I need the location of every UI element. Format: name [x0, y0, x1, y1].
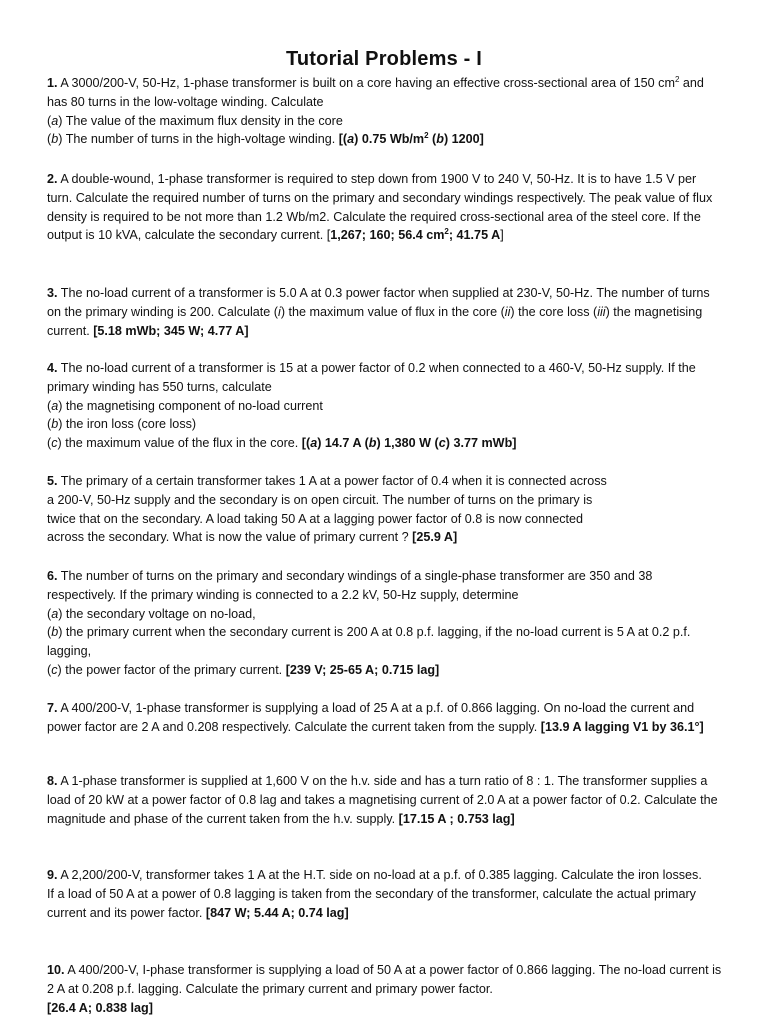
- problem-1-answer: [(a) 0.75 $Wb/m^2$ (b) 1200]: [338, 131, 484, 147]
- problem-5-line-2: a 200-V, 50-Hz supply and the secondary is on open circuit. The number of turns on the primary is: [47, 492, 593, 507]
- problem-3-statement: 3. The no-load current of a transformer is 5.0 A at 0.3 power factor when supplied at 230-V, 50-Hz. The number of turns on the primary winding is 200. Calculate (i) the maximum value of flux in the core (ii) the core loss (iii) the magnetising current. [5.18 mWb; 345 W; 4.77 A]: [47, 286, 710, 338]
- problem-2-statement: 2. A double-wound, 1-phase transformer is required to step down from 1900 V to 240 V, 50-Hz. It is to have 1.5 V per turn. Calculate the required number of turns on the primary and secondary windings respectively. The peak value of flux density is required to be not more than 1.2 Wb/m2. Calculate the required cross-sectional area of the steel core. If the output is 10 kVA, calculate the secondary current. [1,267; 160; 56.4 $cm^2$; 41.75 A]: [47, 172, 713, 243]
- problem-1-part-a: (a) The value of the maximum flux density in the core: [47, 113, 343, 128]
- problem-4-part-c: (c) the maximum value of the flux in the core. [(a) 14.7 A (b) 1,380 W (c) 3.77 mWb]: [47, 436, 517, 451]
- problem-6-part-b: (b) the primary current when the secondary current is 200 A at 0.8 p.f. lagging, if the no-load current is 5 A at 0.2 p.f. lagging,: [47, 625, 691, 659]
- problem-10-answer: [26.4 A; 0.838 lag]: [47, 1000, 153, 1015]
- problem-8-statement: 8. A 1-phase transformer is supplied at 1,600 V on the h.v. side and has a turn ratio of 8 : 1. The transformer supplies a load of 20 kW at a power factor of 0.8 lag and takes a magnetising current of 2.0 A at a power factor of 0.2. Calculate the magnitude and phase of the current taken from the h.v. supply. [17.15 A ; 0.753 lag]: [47, 774, 718, 826]
- problem-5-line-1: 5. The primary of a certain transformer takes 1 A at a power factor of 0.4 when it is connected across: [47, 474, 607, 488]
- problem-10-answer-line: [47, 999, 723, 1018]
- problem-7-statement: 7. A 400/200-V, 1-phase transformer is supplying a load of 25 A at a p.f. of 0.866 lagging. On no-load the current and power factor are 2 A and 0.208 respectively. Calculate the current taken from the supply. [13.9 A lagging V1 by 36.1°]: [47, 701, 704, 734]
- problem-8-answer: [17.15 A ; 0.753 lag]: [398, 811, 515, 826]
- problem-1: [47, 74, 723, 149]
- problem-3: [47, 284, 723, 340]
- problem-6-part-c: (c) the power factor of the primary current. [239 V; 25-65 A; 0.715 lag]: [47, 662, 440, 677]
- problem-5-line-4: across the secondary. What is now the value of primary current ? [25.9 A]: [47, 530, 458, 545]
- problem-10: [47, 961, 723, 1017]
- problem-1-statement: 1. A 3000/200-V, 50-Hz, 1-phase transformer is built on a core having an effective cross-sectional area of 150 $cm^2$ and has 80 turns in the low-voltage winding. Calculate: [47, 74, 704, 109]
- problem-1-part-b: (b) The number of turns in the high-voltage winding. [(a) 0.75 $Wb/m^2$ (b) 1200]: [47, 131, 484, 147]
- problem-number: 1.: [47, 76, 58, 90]
- problem-6: [47, 567, 723, 680]
- problem-5-line-3: twice that on the secondary. A load taking 50 A at a lagging power factor of 0.8 is now connected: [47, 511, 584, 526]
- problem-6-statement: 6. The number of turns on the primary and secondary windings of a single-phase transformer are 350 and 38 respectively. If the primary winding is connected to a 2.2 kV, 50-Hz supply, determine: [47, 569, 653, 602]
- problem-6-part-a: (a) the secondary voltage on no-load,: [47, 606, 256, 621]
- problem-10-statement: 10. A 400/200-V, I-phase transformer is supplying a load of 50 A at a power factor of 0.866 lagging. The no-load current is 2 A at 0.208 p.f. lagging. Calculate the primary current and primary power factor.: [47, 963, 722, 996]
- problem-3-answer: [5.18 mWb; 345 W; 4.77 A]: [93, 323, 249, 338]
- problem-9: [47, 866, 723, 922]
- problem-2-answer: 1,267; 160; 56.4 $cm^2$; 41.75 A: [330, 227, 501, 243]
- page-title: Tutorial Problems - I: [285, 48, 483, 70]
- problem-number: 9.: [47, 868, 58, 882]
- problem-5: [47, 472, 723, 547]
- problem-number: 4.: [47, 361, 58, 375]
- problem-2: [47, 170, 723, 245]
- problem-9-answer: [847 W; 5.44 A; 0.74 lag]: [205, 905, 349, 920]
- problem-5-answer: [25.9 A]: [412, 530, 458, 545]
- problem-number: 7.: [47, 701, 58, 715]
- problem-number: 6.: [47, 569, 58, 583]
- problem-number: 3.: [47, 286, 58, 300]
- problem-4-part-b: (b) the iron loss (core loss): [47, 417, 197, 432]
- problem-7: [47, 699, 723, 737]
- problem-7-answer: [13.9 A lagging V1 by 36.1°]: [540, 719, 704, 734]
- problem-8: [47, 772, 723, 828]
- problem-4-statement: 4. The no-load current of a transformer is 15 at a power factor of 0.2 when connected to a 460-V, 50-Hz supply. If the primary winding has 550 turns, calculate: [47, 361, 696, 394]
- problem-9-statement: 9. A 2,200/200-V, transformer takes 1 A at the H.T. side on no-load at a p.f. of 0.385 lagging. Calculate the iron losses.: [47, 868, 702, 882]
- problem-number: 10.: [47, 963, 65, 977]
- problem-number: 8.: [47, 774, 58, 788]
- problem-4: [47, 359, 723, 453]
- problem-4-part-a: (a) the magnetising component of no-load current: [47, 398, 323, 413]
- problem-9-continued: If a load of 50 A at a power of 0.8 lagging is taken from the secondary of the transformer, calculate the actual primary current and its power factor. [847 W; 5.44 A; 0.74 lag]: [47, 886, 696, 920]
- problem-number: 5.: [47, 474, 58, 488]
- problem-6-answer: [239 V; 25-65 A; 0.715 lag]: [285, 662, 440, 677]
- problem-4-answer: [(a) 14.7 A (b) 1,380 W (c) 3.77 mWb]: [301, 436, 517, 451]
- problem-number: 2.: [47, 172, 58, 186]
